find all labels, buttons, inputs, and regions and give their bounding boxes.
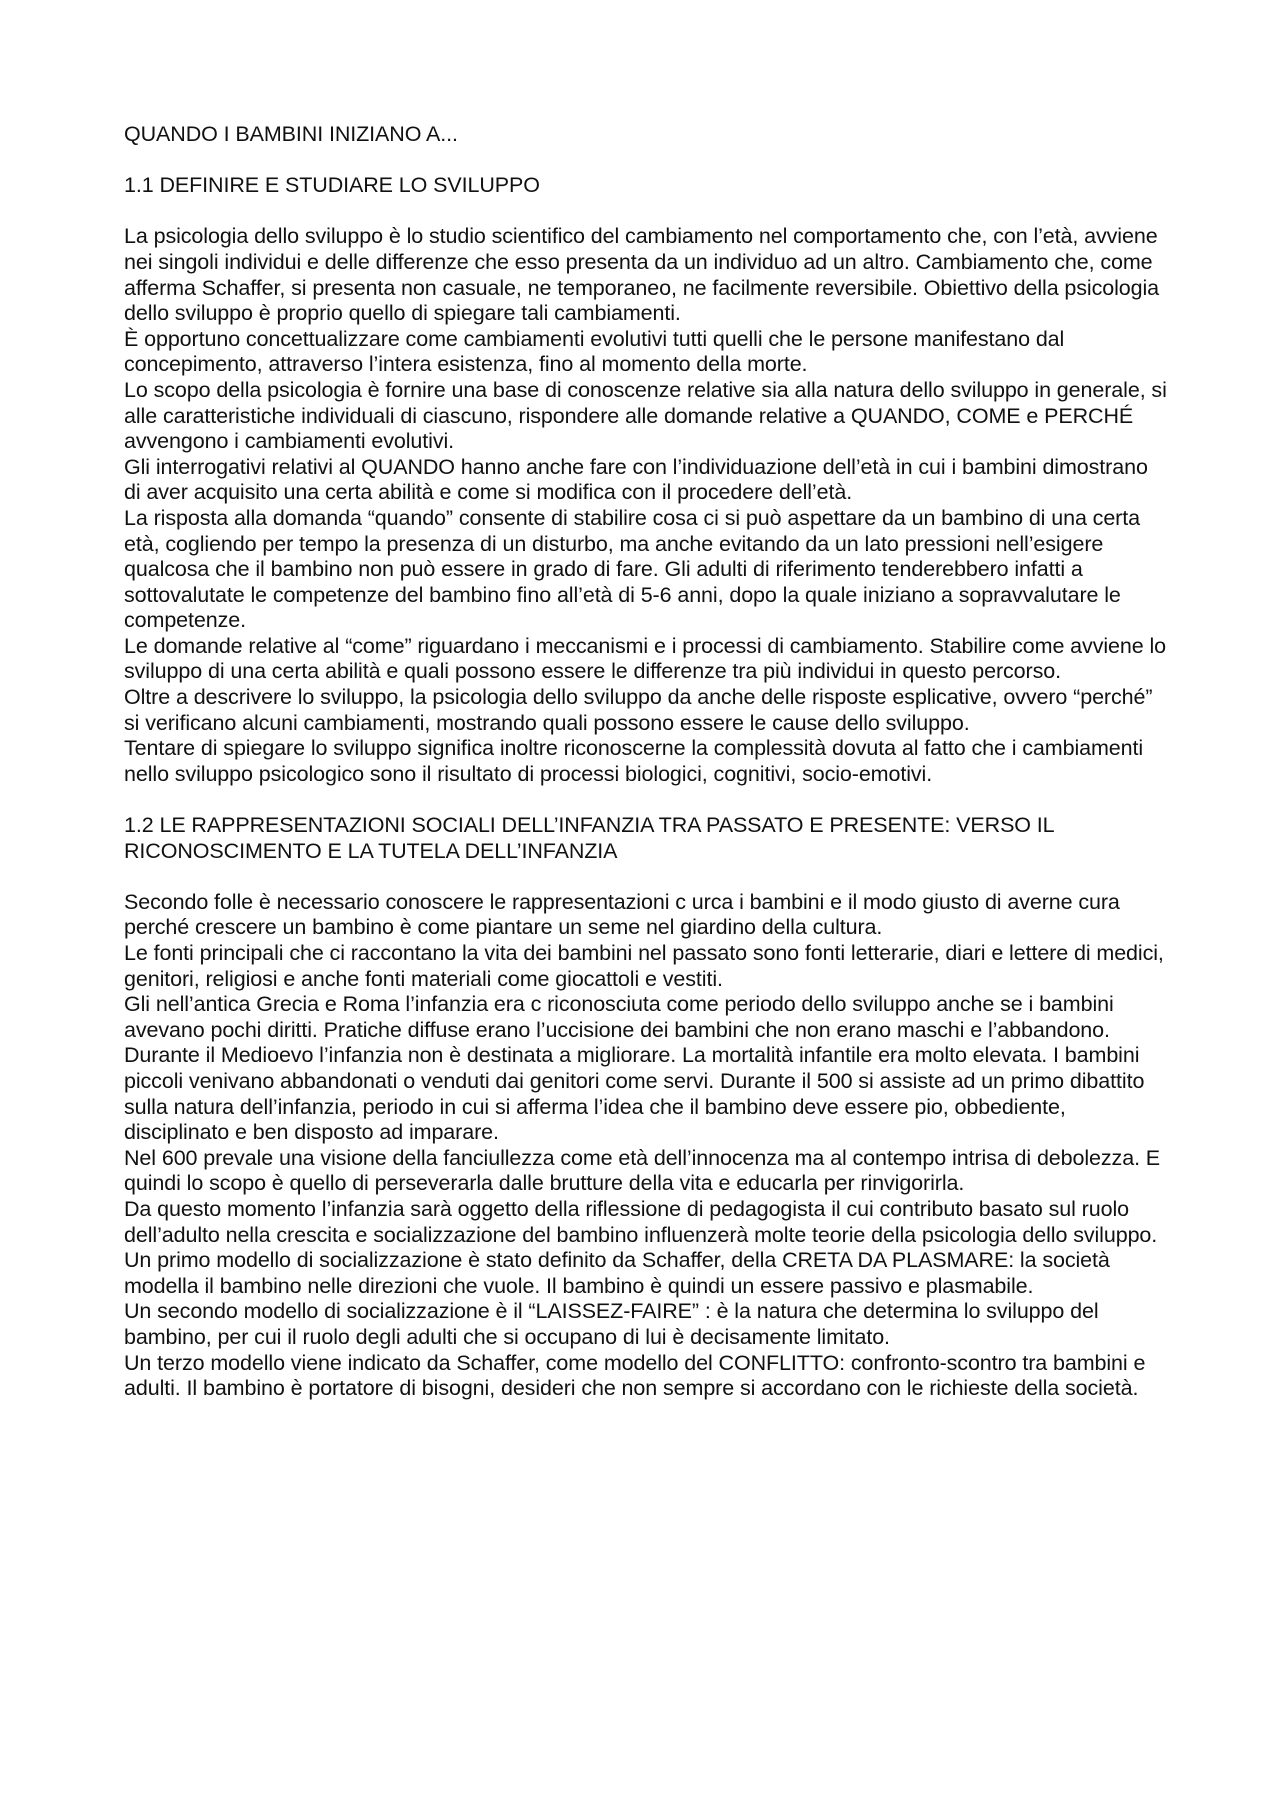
paragraph: Gli interrogativi relativi al QUANDO hanno anche fare con l’individuazione dell’età in cui i bambini dimostrano di aver acquisito una certa abilità e come si modifica con il procedere dell’età. — [124, 454, 1148, 505]
paragraph: Un terzo modello viene indicato da Schaffer, come modello del CONFLITTO: confronto-scontro tra bambini e adulti. Il bambino è portatore di bisogni, desideri che non sempre si accordano con le richieste della società. — [124, 1350, 1146, 1401]
section-rappresentazioni-sociali-infanzia — [124, 813, 1170, 1402]
section-heading: 1.1 DEFINIRE E STUDIARE LO SVILUPPO — [124, 173, 540, 198]
paragraph: Un primo modello di socializzazione è stato definito da Schaffer, della CRETA DA PLASMARE: la società modella il bambino nelle direzioni che vuole. Il bambino è quindi un essere passivo e plasmabile. — [124, 1248, 1110, 1298]
paragraph: Lo scopo della psicologia è fornire una base di conoscenze relative sia alla natura dello sviluppo in generale, si alle caratteristiche individuali di ciascuno, rispondere alle domande relative a QUANDO, COME e PERCHÉ avvengono i cambiamenti evolutivi. — [124, 377, 1167, 454]
paragraph: Durante il Medioevo l’infanzia non è destinata a migliorare. La mortalità infantile era molto elevata. I bambini piccoli venivano abbandonati o venduti dai genitori come servi. Durante il 500 si assiste ad un primo dibattito sulla natura dell’infanzia, periodo in cui si afferma l’idea che il bambino deve essere pio, obbediente, disciplinato e ben disposto ad imparare. — [124, 1043, 1145, 1145]
paragraph: Secondo folle è necessario conoscere le rappresentazioni c urca i bambini e il modo giusto di averne cura perché crescere un bambino è come piantare un seme nel giardino della cultura. — [124, 889, 1120, 940]
paragraph: È opportuno concettualizzare come cambiamenti evolutivi tutti quelli che le persone manifestano dal concepimento, attraverso l’intera esistenza, fino al momento della morte. — [124, 326, 1065, 377]
paragraph: Un secondo modello di socializzazione è il “LAISSEZ-FAIRE” : è la natura che determina lo sviluppo del bambino, per cui il ruolo degli adulti che si occupano di lui è decisamente limitato. — [124, 1299, 1099, 1349]
section-heading: 1.2 LE RAPPRESENTAZIONI SOCIALI DELL’INFANZIA TRA PASSATO E PRESENTE: VERSO IL RICONOSCIMENTO E LA TUTELA DELL’INFANZIA — [124, 813, 1054, 863]
section-definire-studiare-sviluppo — [124, 173, 1170, 787]
paragraph: La risposta alla domanda “quando” consente di stabilire cosa ci si può aspettare da un bambino di una certa età, cogliendo per tempo la presenza di un disturbo, ma anche evitando da un lato pressioni nell’esigere qualcosa che il bambino non può essere in grado di fare. Gli adulti di riferimento tenderebbero infatti a sottovalutate le competenze del bambino fino all’età di 5-6 anni, dopo la quale iniziano a sopravvalutare le competenze. — [124, 505, 1140, 633]
paragraph: La psicologia dello sviluppo è lo studio scientifico del cambiamento nel comportamento che, con l’età, avviene nei singoli individui e delle differenze che esso presenta da un individuo ad un altro. Cambiamento che, come afferma Schaffer, si presenta non casuale, ne temporaneo, ne facilmente reversibile. Obiettivo della psicologia dello sviluppo è proprio quello di spiegare tali cambiamenti. — [124, 224, 1160, 326]
paragraph: Le domande relative al “come” riguardano i meccanismi e i processi di cambiamento. Stabilire come avviene lo sviluppo di una certa abilità e quali possono essere le differenze tra più individui in questo percorso. — [124, 633, 1166, 684]
document-title: QUANDO I BAMBINI INIZIANO A... — [124, 122, 458, 146]
paragraph: Gli nell’antica Grecia e Roma l’infanzia era c riconosciuta come periodo dello sviluppo anche se i bambini avevano pochi diritti. Pratiche diffuse erano l’uccisione dei bambini che non erano maschi e l’abbandono. — [124, 992, 1114, 1042]
paragraph: Nel 600 prevale una visione della fanciullezza come età dell’innocenza ma al contempo intrisa di debolezza. E quindi lo scopo è quello di perseverarla dalle brutture della vita e educarla per rinvigorirla. — [124, 1145, 1161, 1196]
paragraph: Tentare di spiegare lo sviluppo significa inoltre riconoscerne la complessità dovuta al fatto che i cambiamenti nello sviluppo psicologico sono il risultato di processi biologici, cognitivi, socio-emotivi. — [124, 736, 1144, 786]
paragraph: Le fonti principali che ci raccontano la vita dei bambini nel passato sono fonti letterarie, diari e lettere di medici, genitori, religiosi e anche fonti materiali come giocattoli e vestiti. — [124, 941, 1164, 991]
paragraph: Da questo momento l’infanzia sarà oggetto della riflessione di pedagogista il cui contributo basato sul ruolo dell’adulto nella crescita e socializzazione del bambino influenzerà molte teorie della psicologia dello sviluppo. — [124, 1196, 1158, 1247]
document-page — [124, 122, 1170, 1427]
paragraph: Oltre a descrivere lo sviluppo, la psicologia dello sviluppo da anche delle risposte esplicative, ovvero “perché” si verificano alcuni cambiamenti, mostrando quali possono essere le cause dello sviluppo. — [124, 685, 1153, 735]
